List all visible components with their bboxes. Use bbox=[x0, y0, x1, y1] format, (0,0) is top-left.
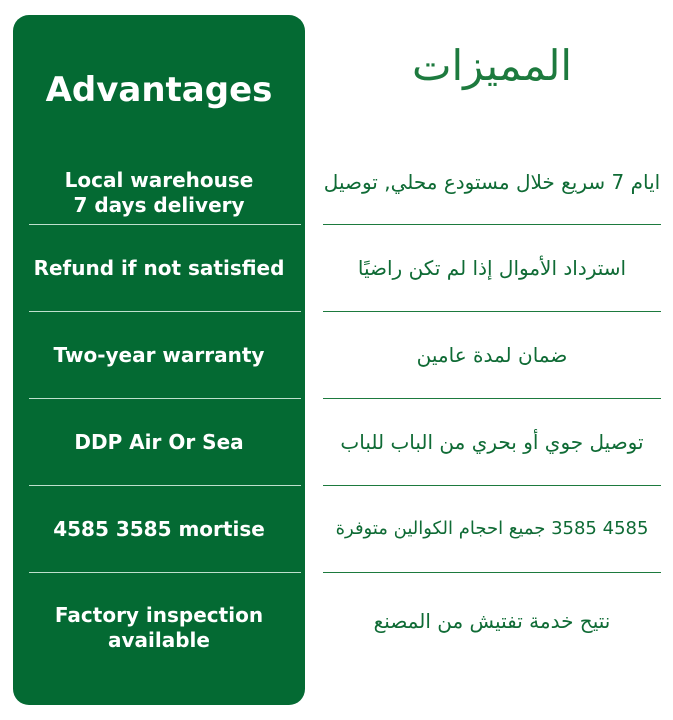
arabic-title: المميزات bbox=[411, 41, 573, 90]
advantage-refund: Refund if not satisfied bbox=[33, 255, 285, 280]
advantages-title: Advantages bbox=[45, 70, 273, 110]
advantage-mortise: 4585 3585 mortise bbox=[53, 516, 265, 541]
arabic-row-warranty: ضمان لمدة عامين bbox=[416, 343, 568, 367]
advantage-factory-inspection: Factory inspection available bbox=[54, 603, 264, 652]
advantage-ddp-shipping: DDP Air Or Sea bbox=[74, 429, 244, 454]
advantages-panel bbox=[13, 15, 305, 705]
arabic-row-local-warehouse: ايام 7 سريع خلال مستودع محلي, توصيل bbox=[323, 170, 661, 194]
arabic-row-shipping: توصيل جوي أو بحري من الباب للباب bbox=[340, 430, 644, 454]
arabic-row-mortise: 4585 3585 جميع احجام الكوالين متوفرة bbox=[335, 518, 649, 539]
advantage-local-warehouse: Local warehouse 7 days delivery bbox=[64, 168, 254, 217]
advantage-warranty: Two-year warranty bbox=[53, 342, 265, 367]
arabic-row-refund: استرداد الأموال إذا لم تكن راضيًا bbox=[357, 256, 627, 280]
arabic-row-factory-inspection: نتيح خدمة تفتيش من المصنع bbox=[373, 609, 611, 633]
